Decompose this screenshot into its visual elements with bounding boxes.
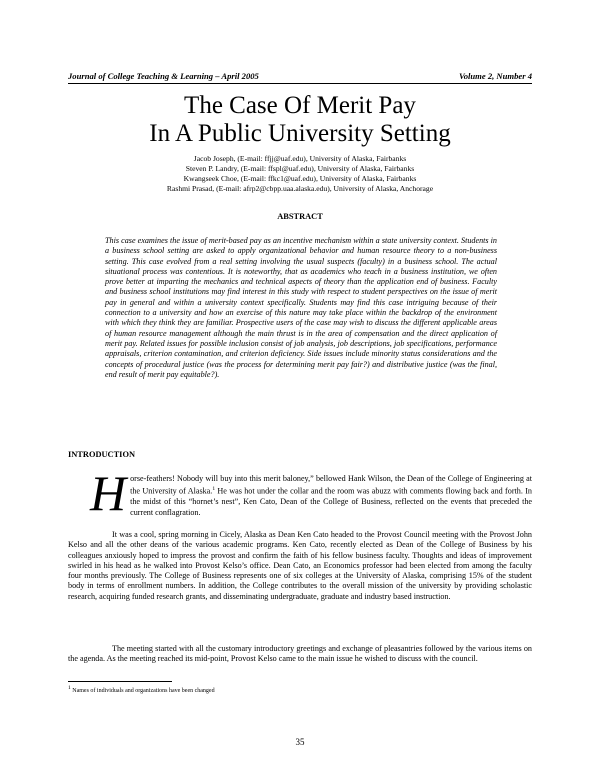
author-line: Kwangseek Choe, (E-mail: ffkc1@uaf.edu), University of Alaska, Fairbanks bbox=[183, 174, 417, 183]
author-list bbox=[68, 154, 532, 194]
author-line: Rashmi Prasad, (E-mail: afrp2@cbpp.uaa.alaska.edu), University of Alaska, Anchorage bbox=[166, 184, 434, 193]
abstract-heading: ABSTRACT bbox=[277, 212, 323, 221]
footnote-mark: 1 bbox=[68, 685, 71, 691]
intro-p1-text-a: orse-feathers! Nobody will buy into this merit baloney,” bellowed Hank Wilson, the Dean of the College of Engineering at the University of Alaska. bbox=[130, 474, 532, 497]
intro-paragraph-1 bbox=[68, 465, 532, 521]
footnote-reference: 1 bbox=[212, 486, 216, 493]
intro-paragraph-2: It was a cool, spring morning in Cicely, Alaska as Dean Ken Cato headed to the Provost Council meeting with the Provost John Kelso and all the other deans of the various academic programs. Ken Cato, recently elected as Dean of the College of Business by his colleagues anxiously hoped to impress the provost and confirm the faith of his fellow business faculty. Thoughts and ideas of improvement swirled in his head as he walked into Provost Kelso’s office. Dean Cato, an Economics professor had been elected from among the faculty four months previously. The College of Business represents one of six colleges at the University of Alaska, comprising 15% of the student body in terms of enrollment numbers. In addition, the College contributes to the overall mission of the university by providing scholastic research, acquiring funded research grants, and disseminating undergraduate, graduate and industry based instruction. bbox=[68, 530, 532, 601]
author-line: Jacob Joseph, (E-mail: ffjj@uaf.edu), University of Alaska, Fairbanks bbox=[193, 154, 407, 163]
author-line: Steven P. Landry, (E-mail: ffspl@uaf.edu), University of Alaska, Fairbanks bbox=[185, 164, 415, 173]
page-number: 35 bbox=[295, 737, 305, 747]
footnote-divider bbox=[68, 681, 172, 682]
footnote-text: Names of individuals and organizations have been changed bbox=[70, 688, 215, 694]
intro-p1-text-b: He was hot under the collar and the room was abuzz with comments flowing back and forth. In the midst of this “hornet’s nest”, Ken Cato, Dean of the College of Business, reflected on the events that preceded the current conflagration. bbox=[130, 487, 532, 517]
paper-title bbox=[68, 92, 532, 148]
volume-number: Volume 2, Number 4 bbox=[458, 71, 532, 81]
running-header bbox=[68, 71, 532, 84]
title-line-1: The Case Of Merit Pay bbox=[184, 92, 416, 119]
footnote bbox=[68, 685, 215, 694]
title-line-2: In A Public University Setting bbox=[149, 120, 451, 147]
introduction-heading: INTRODUCTION bbox=[68, 450, 136, 459]
intro-paragraph-3: The meeting started with all the customary introductory greetings and exchange of pleasantries followed by the various items on the agenda. As the meeting reached its mid-point, Provost Kelso came to the main issue he wished to discuss with the council. bbox=[68, 644, 532, 664]
journal-name: Journal of College Teaching & Learning – April 2005 bbox=[68, 71, 259, 81]
drop-cap: H bbox=[90, 465, 127, 521]
abstract-text: This case examines the issue of merit-based pay as an incentive mechanism within a state university context. Students in a business school setting are asked to apply organizational behavior and human resource theory to a non-business setting. This case evolved from a real setting involving the usual suspects (faculty) in a business school. The actual situational process was contentious. It is noteworthy, that as academics who teach in a business institution, we often prove better at imparting the mechanics and technical aspects of theory than the application end of business. Faculty and business school institutions may find interest in this study with respect to student perspectives on the issue of merit pay in general and within a university context specifically. Students may find this case intriguing because of their connection to a university and how an exercise of this nature may take place within the backdrop of the environment with which they think they are familiar. Prospective users of the case may wish to discuss the different applicable areas of human resource management although the main thrust is in the area of compensation and the direct application of merit pay. Related issues for possible inclusion consist of job analysis, job descriptions, job specifications, performance appraisals, criterion contamination, and criterion deficiency. Side issues include minority status considerations and the concepts of procedural justice (was the process for determining merit pay fair?) and distributive justice (was the final, end result of merit pay equitable?). bbox=[105, 236, 497, 379]
